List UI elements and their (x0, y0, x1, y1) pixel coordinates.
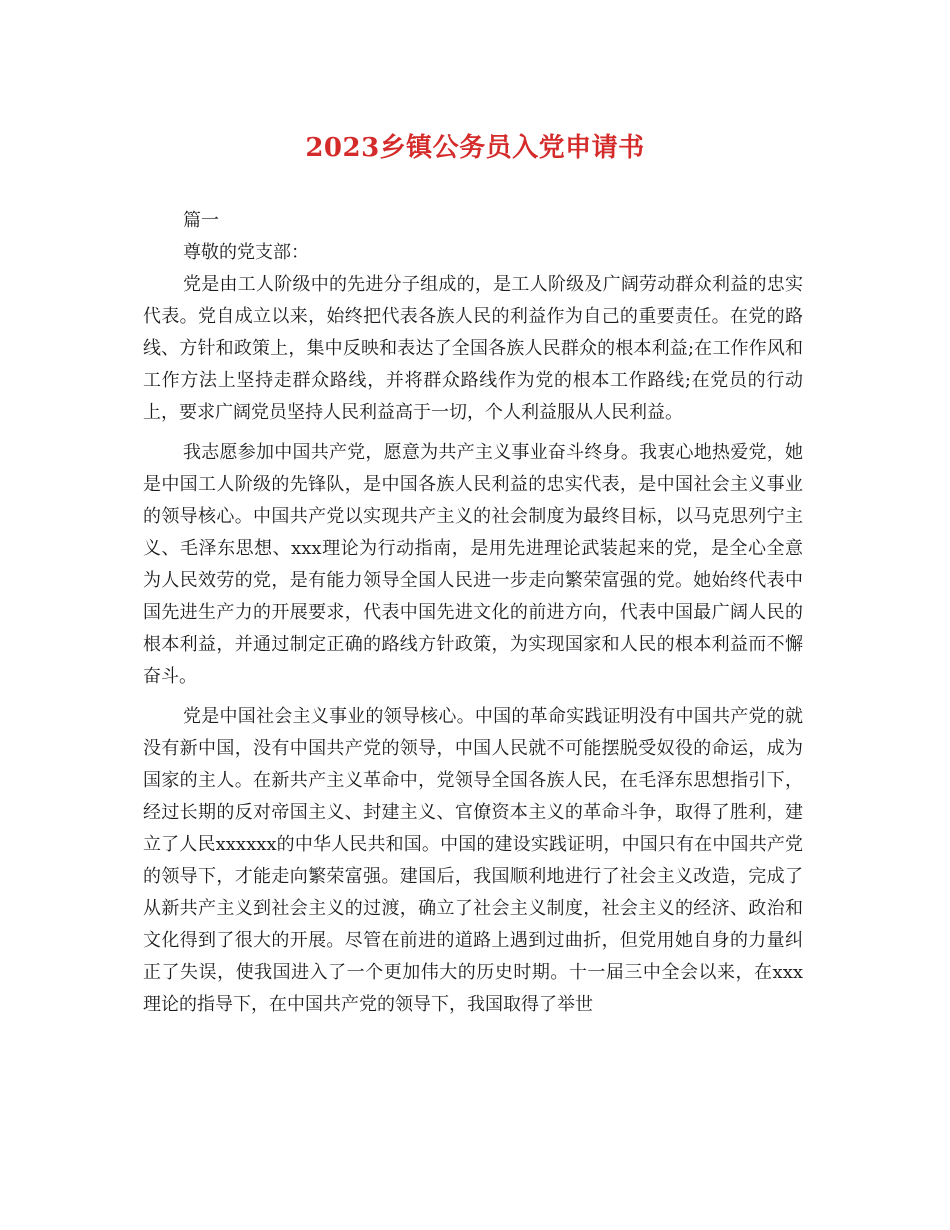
paragraph-1: 党是由工人阶级中的先进分子组成的，是工人阶级及广阔劳动群众利益的忠实代表。党自成立以来，始终把代表各族人民的利益作为自己的重要责任。在党的路线、方针和政策上，集中反映和表达了全国各族人民群众的根本利益;在工作作风和工作方法上坚持走群众路线，并将群众路线作为党的根本工作路线;在党员的行动上，要求广阔党员坚持人民利益高于一切，个人利益服从人民利益。 (143, 274, 803, 423)
document-body (143, 205, 803, 1029)
paragraph-2: 我志愿参加中国共产党，愿意为共产主义事业奋斗终身。我衷心地热爱党，她是中国工人阶级的先锋队，是中国各族人民利益的忠实代表，是中国社会主义事业的领导核心。中国共产党以实现共产主义的社会制度为最终目标，以马克思列宁主义、毛泽东思想、xxx理论为行动指南，是用先进理论武装起来的党，是全心全意为人民效劳的党，是有能力领导全国人民进一步走向繁荣富强的党。她始终代表中国先进生产力的开展要求，代表中国先进文化的前进方向，代表中国最广阔人民的根本利益，并通过制定正确的路线方针政策，为实现国家和人民的根本利益而不懈奋斗。 (143, 442, 803, 687)
section-label: 篇一 (183, 210, 219, 231)
paragraph-3: 党是中国社会主义事业的领导核心。中国的革命实践证明没有中国共产党的就没有新中国，没有中国共产党的领导，中国人民就不可能摆脱受奴役的命运，成为国家的主人。在新共产主义革命中，党领导全国各族人民，在毛泽东思想指引下，经过长期的反对帝国主义、封建主义、官僚资本主义的革命斗争，取得了胜利，建立了人民xxxxxx的中华人民共和国。中国的建设实践证明，中国只有在中国共产党的领导下，才能走向繁荣富强。建国后，我国顺利地进行了社会主义改造，完成了从新共产主义到社会主义的过渡，确立了社会主义制度，社会主义的经济、政治和文化得到了很大的开展。尽管在前进的道路上遇到过曲折，但党用她自身的力量纠正了失误，使我国进入了一个更加伟大的历史时期。十一届三中全会以来，在xxx理论的指导下，在中国共产党的领导下，我国取得了举世 (143, 706, 803, 1015)
salutation: 尊敬的党支部： (183, 242, 309, 263)
document-title: 2023乡镇公务员入党申请书 (305, 133, 645, 163)
